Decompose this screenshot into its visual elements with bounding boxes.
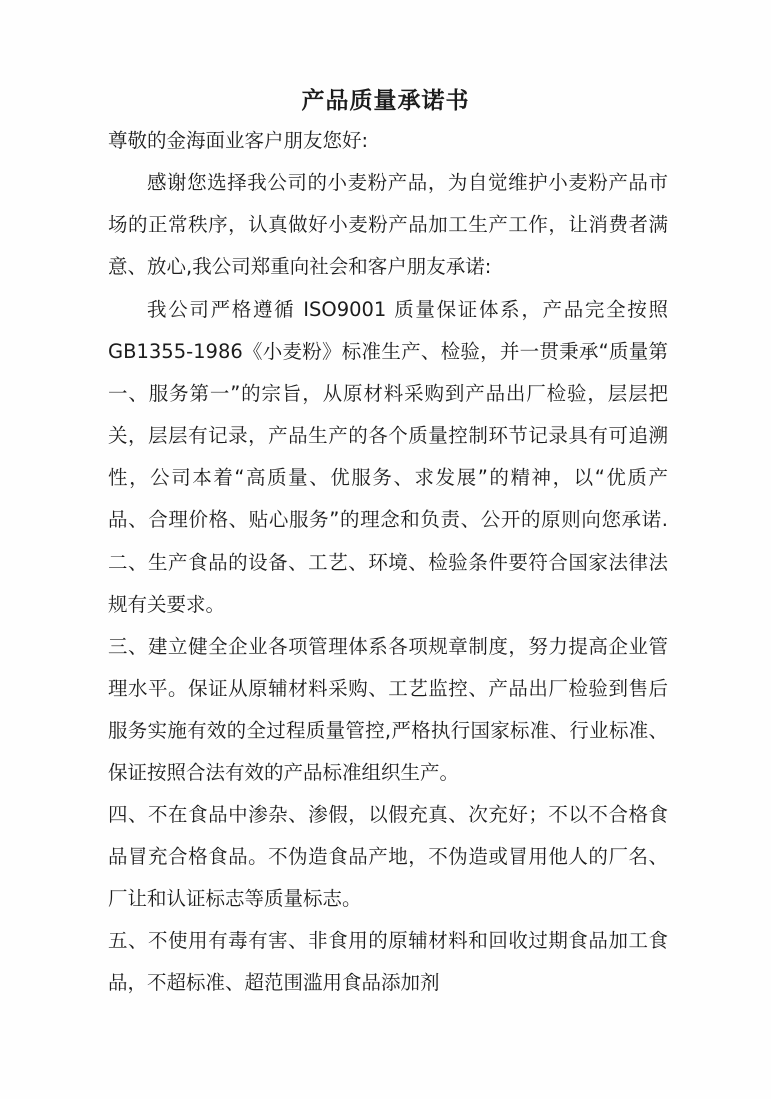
pledge-3-line-2: 理水平。保证从原辅材料采购、工艺监控、产品出厂检验到售后 bbox=[108, 677, 668, 700]
pledge-1-line-5: 性，公司本着“高质量、优服务、求发展”的精神，以“优质产 bbox=[108, 466, 668, 489]
intro-line-1: 感谢您选择我公司的小麦粉产品，为自觉维护小麦粉产品市 bbox=[147, 171, 668, 194]
pledge-2-line-1: 二、生产食品的设备、工艺、环境、检验条件要符合国家法律法 bbox=[108, 551, 668, 574]
pledge-1-line-1: 我公司严格遵循 ISO9001 质量保证体系，产品完全按照 bbox=[147, 298, 668, 321]
pledge-4-line-3: 厂让和认证标志等质量标志。 bbox=[108, 887, 362, 910]
pledge-5-line-2: 品，不超标准、超范围滥用食品添加剂 bbox=[108, 971, 440, 994]
document-title: 产品质量承诺书 bbox=[301, 88, 470, 114]
intro-line-3: 意、放心,我公司郑重向社会和客户朋友承诺: bbox=[108, 255, 492, 278]
pledge-1-line-6: 品、合理价格、贴心服务”的理念和负责、公开的原则向您承诺. bbox=[108, 508, 668, 531]
salutation-line: 尊敬的金海面业客户朋友您好: bbox=[108, 129, 369, 152]
intro-line-2: 场的正常秩序，认真做好小麦粉产品加工生产工作，让消费者满 bbox=[108, 213, 668, 236]
pledge-2-line-2: 规有关要求。 bbox=[108, 593, 226, 616]
pledge-3-line-1: 三、建立健全企业各项管理体系各项规章制度，努力提高企业管 bbox=[108, 635, 668, 658]
pledge-3-line-3: 服务实施有效的全过程质量管控,严格执行国家标准、行业标准、 bbox=[108, 719, 668, 742]
pledge-3-line-4: 保证按照合法有效的产品标准组织生产。 bbox=[108, 761, 460, 784]
pledge-1-line-2: GB1355-1986《小麦粉》标准生产、检验，并一贯秉承“质量第 bbox=[108, 340, 668, 363]
pledge-1-line-4: 关，层层有记录，产品生产的各个质量控制环节记录具有可追溯 bbox=[108, 424, 668, 447]
pledge-4-line-2: 品冒充合格食品。不伪造食品产地，不伪造或冒用他人的厂名、 bbox=[108, 845, 668, 868]
pledge-5-line-1: 五、不使用有毒有害、非食用的原辅材料和回收过期食品加工食 bbox=[108, 929, 668, 952]
pledge-4-line-1: 四、不在食品中渗杂、渗假，以假充真、次充好；不以不合格食 bbox=[108, 803, 668, 826]
pledge-1-line-3: 一、服务第一”的宗旨，从原材料采购到产品出厂检验，层层把 bbox=[108, 382, 668, 405]
